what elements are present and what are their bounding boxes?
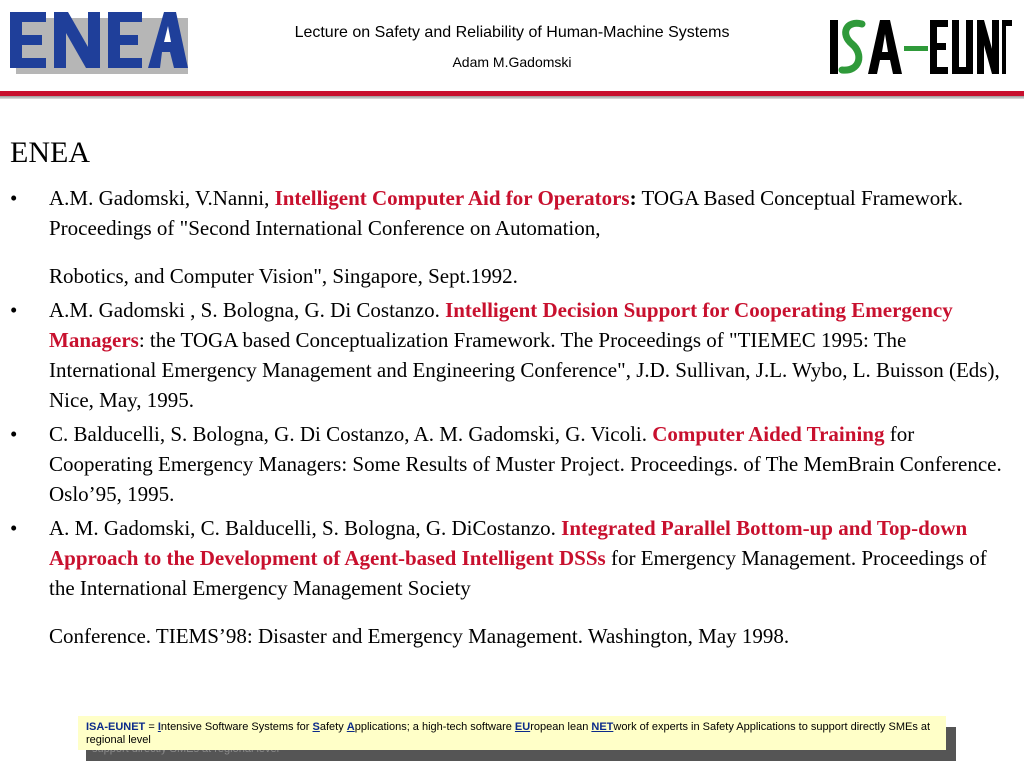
reference-item bbox=[10, 183, 1014, 291]
reference-details-cont: Conference. TIEMS’98: Disaster and Emergency Management. Washington, May 1998. bbox=[49, 624, 790, 648]
footer-name: ISA-EUNET bbox=[86, 721, 146, 733]
footer-text-s: afety bbox=[319, 721, 347, 733]
bullet: • bbox=[10, 422, 18, 446]
reference-item bbox=[10, 513, 1014, 651]
footer-text-a: pplications; a high-tech software bbox=[354, 721, 515, 733]
bullet: • bbox=[10, 298, 18, 322]
footer-text-i: ntensive Software Systems for bbox=[160, 721, 313, 733]
lecture-title: Lecture on Safety and Reliability of Human-Machine Systems bbox=[294, 24, 730, 41]
footer-letter-a: A bbox=[346, 721, 355, 733]
reference-highlight-title: Computer Aided Training bbox=[652, 422, 885, 446]
footer-text-eu: ropean lean bbox=[530, 721, 592, 733]
reference-details: : the TOGA based Conceptualization Framework. The Proceedings of "TIEMEC 1995: The International Emergency Management and Engineering Conference", J.D. Sullivan, J.L. Wybo, L. Buisson (Eds), Nice, May, 1995. bbox=[49, 328, 1000, 412]
footer-letter-s: S bbox=[312, 721, 320, 733]
reference-authors: A.M. Gadomski , S. Bologna, G. Di Costanzo. bbox=[49, 298, 446, 322]
footer-banner bbox=[78, 716, 946, 750]
reference-authors: A. M. Gadomski, C. Balducelli, S. Bologna, G. DiCostanzo. bbox=[49, 516, 562, 540]
footer-letters-eu: EU bbox=[514, 721, 531, 733]
footer-eq: = bbox=[145, 721, 158, 733]
footer-letters-net: NET bbox=[591, 721, 614, 733]
isa-eunet-logo bbox=[826, 14, 1012, 80]
reference-details: for Cooperating Emergency Managers: Some Results of Muster Project. Proceedings. of The MemBrain Conference. Oslo’95, 1995. bbox=[49, 422, 1002, 506]
reference-authors: A.M. Gadomski, V.Nanni, bbox=[49, 186, 275, 210]
reference-item bbox=[10, 419, 1014, 509]
reference-details: for Emergency Management. Proceedings of the International Emergency Management Society bbox=[49, 546, 987, 600]
header-divider-shadow bbox=[0, 96, 1024, 99]
reference-authors: C. Balducelli, S. Bologna, G. Di Costanzo, A. M. Gadomski, G. Vicoli. bbox=[49, 422, 653, 446]
reference-item bbox=[10, 295, 1014, 415]
footer-text-net: work of experts in Safety Applications to support directly SMEs at regional level bbox=[86, 721, 931, 746]
bullet: • bbox=[10, 516, 18, 540]
reference-highlight-title: Integrated Parallel Bottom-up and Top-down Approach to the Development of Agent-based Intelligent DSSs bbox=[49, 516, 968, 570]
reference-highlight-title: Intelligent Computer Aid for Operators bbox=[274, 186, 630, 210]
section-title: ENEA bbox=[10, 136, 90, 169]
reference-details: TOGA Based Conceptual Framework. Proceedings of "Second International Conference on Automation, bbox=[49, 186, 964, 240]
bullet: • bbox=[10, 186, 18, 210]
reference-highlight-title: Intelligent Decision Support for Cooperating Emergency Managers bbox=[49, 298, 953, 352]
author-name: Adam M.Gadomski bbox=[452, 54, 572, 70]
footer-letter-i: I bbox=[157, 721, 161, 733]
reference-colon: : bbox=[629, 186, 637, 210]
reference-list bbox=[10, 183, 1014, 655]
reference-details-cont: Robotics, and Computer Vision", Singapore, Sept.1992. bbox=[49, 264, 518, 288]
